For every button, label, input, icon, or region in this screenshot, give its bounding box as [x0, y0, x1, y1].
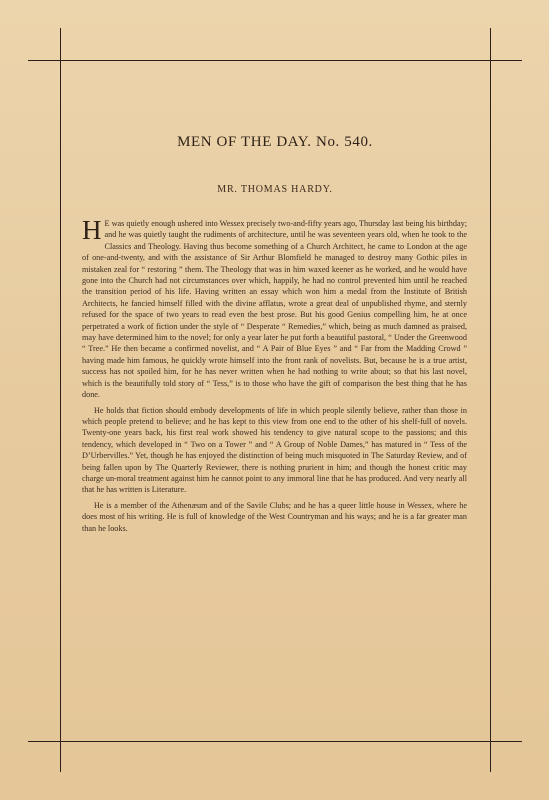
article-subtitle: MR. THOMAS HARDY. [217, 184, 333, 195]
paragraph-3: He is a member of the Athenæum and of the Savile Clubs; and he has a queer little house in Wessex, where he does most of his writing. He is full of knowledge of the West Countryman and his ways; and he is a far greater man than he looks. [82, 500, 467, 533]
frame-line-top [28, 60, 522, 61]
frame-line-bottom [28, 741, 522, 742]
page-title: MEN OF THE DAY. No. 540. [177, 134, 373, 150]
paragraph-2: He holds that fiction should embody developments of life in which people silently believe, rather than those in which people pretend to believe; and he has kept to this view from one end to the other of his shelf-full of novels. Twenty-one years back, his first real work showed his tendency to give natural scope to the passions; and this tendency, which developed in “ Two on a Tower ” and “ A Group of Noble Dames,” has matured in “ Tess of the D’Urbervilles.” Yet, though he has enjoyed the distinction of being much misquoted in The Saturday Review, and of being fallen upon by The Quarterly Reviewer, there is nothing prurient in him; and though the honest critic may charge un-moral treatment against him he cannot point to any immoral line that he has produced. And very nearly all that he has written is Literature. [82, 405, 467, 495]
article-body [82, 215, 467, 538]
drop-cap: H [82, 215, 102, 245]
paragraph-1 [82, 215, 467, 401]
frame-line-right [490, 28, 491, 772]
paragraph-1-text: E was quietly enough ushered into Wessex precisely two-and-fifty years ago, Thursday last being his birthday; and he was quietly taught the rudiments of architecture, until he was seventeen years old, when he took to the Classics and Theology. Having thus become something of a Church Architect, he came to London at the age of one-and-twenty, and with the assistance of Sir Arthur Blomfield he managed to destroy many Gothic piles in mistaken zeal for “ restoring ” them. The Theology that was in him waxed keener as he worked, and he would have gone into the Church had not circumstances over which, happily, he had no control prevented him until he reached the transition period of his life. Having written an essay which won him a medal from the Institute of British Architects, he fancied himself filled with the divine afflatus, wrote a great deal of unpublished rhyme, and sternly refused for the space of two years to read even the best prose. But his good Genius compelling him, he at once perpetrated a work of fiction under the style of “ Desperate “ Remedies,” which, being as much damned as praised, may have determined him to the novel; for only a year later he put forth a beautiful pastoral, “ Under the Greenwood “ Tree.” He then became a confirmed novelist, and “ A Pair of Blue Eyes ” and “ Far from the Madding Crowd ” having made him famous, he quickly wrote himself into the front rank of novelists. But, because he is a true artist, success has not spoiled him, for he has never written when he had nothing to write about; so that his last novel, which is the beautifully told story of “ Tess,” is to those who have the gift of comparison the best thing that he has done. [82, 219, 467, 400]
